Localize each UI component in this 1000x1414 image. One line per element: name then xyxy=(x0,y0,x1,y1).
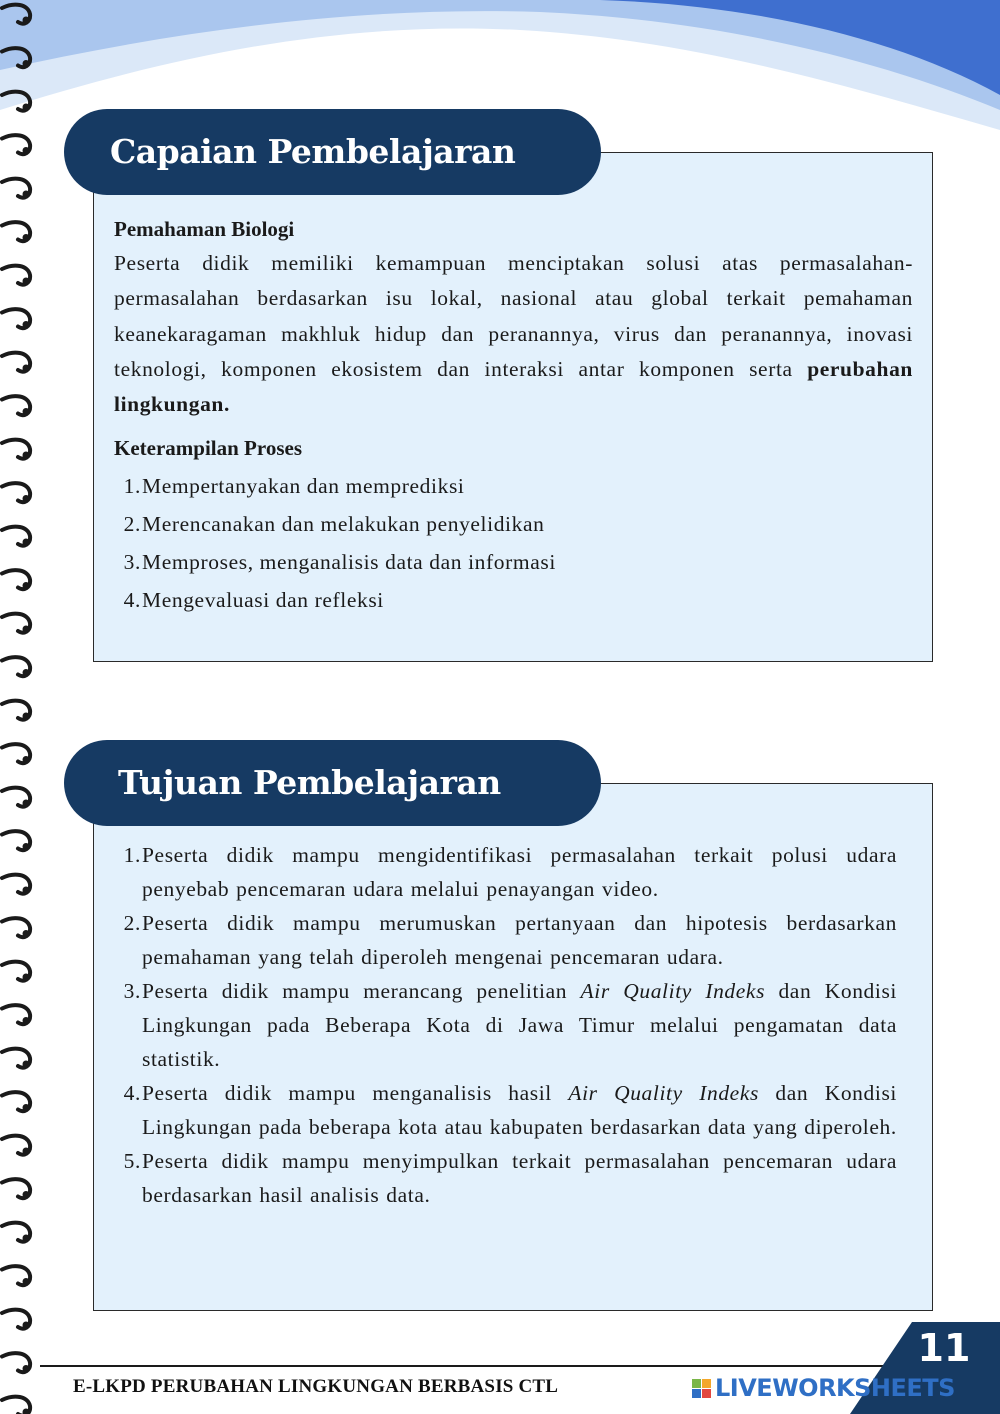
spiral-ring xyxy=(2,48,30,67)
liveworksheets-logo-icon xyxy=(692,1379,711,1398)
spiral-ring xyxy=(2,483,30,502)
process-list xyxy=(114,467,913,619)
spiral-ring xyxy=(2,92,30,111)
spiral-ring xyxy=(2,744,30,763)
spiral-ring xyxy=(2,1179,30,1198)
spiral-ring xyxy=(2,1266,30,1285)
spiral-binding-icon xyxy=(0,0,40,1414)
spiral-ring xyxy=(2,222,30,241)
spiral-ring xyxy=(2,1353,30,1372)
list-item: 2. Merencanakan dan melakukan penyelidikan xyxy=(123,512,545,537)
subheading-keterampilan: Keterampilan Proses xyxy=(114,436,302,461)
spiral-ring xyxy=(2,5,30,24)
spiral-ring xyxy=(2,1092,30,1111)
list-item: 3. Memproses, menganalisis data dan informasi xyxy=(123,550,556,575)
spiral-ring xyxy=(2,135,30,154)
goals-list xyxy=(114,838,897,1212)
page-number: 11 xyxy=(917,1326,971,1370)
list-item: 4. Mengevaluasi dan refleksi xyxy=(123,588,384,613)
spiral-ring xyxy=(2,396,30,415)
list-item: 3. Peserta didik mampu merancang penelitian Air Quality Indeks dan Kondisi Lingkungan pada Beberapa Kota di Jawa Timur melalui pengamatan data statistik. xyxy=(123,979,898,1071)
list-item: 2. Peserta didik mampu merumuskan pertanyaan dan hipotesis berdasarkan pemahaman yang telah diperoleh mengenai pencemaran udara. xyxy=(123,911,897,969)
spiral-ring xyxy=(2,831,30,850)
logo-text: LIVEWORKSHEETS xyxy=(715,1374,955,1402)
spiral-ring xyxy=(2,353,30,372)
liveworksheets-logo[interactable] xyxy=(692,1374,955,1402)
list-item: 5. Peserta didik mampu menyimpulkan terkait permasalahan pencemaran udara berdasarkan hasil analisis data. xyxy=(123,1149,897,1207)
spiral-ring xyxy=(2,527,30,546)
spiral-ring xyxy=(2,918,30,937)
spiral-ring xyxy=(2,962,30,981)
spiral-ring xyxy=(2,440,30,459)
spiral-ring xyxy=(2,657,30,676)
spiral-ring xyxy=(2,788,30,807)
spiral-ring xyxy=(2,1005,30,1024)
spiral-ring xyxy=(2,1223,30,1242)
spiral-ring xyxy=(2,266,30,285)
capaian-content xyxy=(114,212,913,619)
list-item: 1. Peserta didik mampu mengidentifikasi permasalahan terkait polusi udara penyebab pencemaran udara melalui penayangan video. xyxy=(123,843,897,901)
capaian-title: Capaian Pembelajaran xyxy=(64,109,601,195)
spiral-ring xyxy=(2,309,30,328)
spiral-ring xyxy=(2,179,30,198)
list-item: 1. Mempertanyakan dan memprediksi xyxy=(123,474,465,499)
spiral-ring xyxy=(2,875,30,894)
paragraph-bold: perubahan lingkungan. xyxy=(114,356,913,417)
spiral-ring xyxy=(2,614,30,633)
capaian-paragraph: Peserta didik memiliki kemampuan menciptakan solusi atas permasalahan-permasalahan berdasarkan isu lokal, nasional atau global terkait pemahaman keanekaragaman makhluk hidup dan peranannya, virus dan peranannya, inovasi teknologi, komponen ekosistem dan interaksi antar komponen serta perubahan lingkungan. xyxy=(114,251,913,417)
tujuan-content xyxy=(114,838,897,1212)
spiral-ring xyxy=(2,701,30,720)
spiral-ring xyxy=(2,1136,30,1155)
spiral-ring xyxy=(2,1310,30,1329)
subheading-pemahaman: Pemahaman Biologi xyxy=(114,217,295,241)
tujuan-title: Tujuan Pembelajaran xyxy=(64,740,601,826)
list-item: 4. Peserta didik mampu menganalisis hasil Air Quality Indeks dan Kondisi Lingkungan pada beberapa kota atau kabupaten berdasarkan data yang diperoleh. xyxy=(123,1081,897,1139)
spiral-ring xyxy=(2,1397,30,1414)
footer-title: E-LKPD PERUBAHAN LINGKUNGAN BERBASIS CTL xyxy=(73,1376,559,1397)
spiral-ring xyxy=(2,570,30,589)
spiral-ring xyxy=(2,1049,30,1068)
